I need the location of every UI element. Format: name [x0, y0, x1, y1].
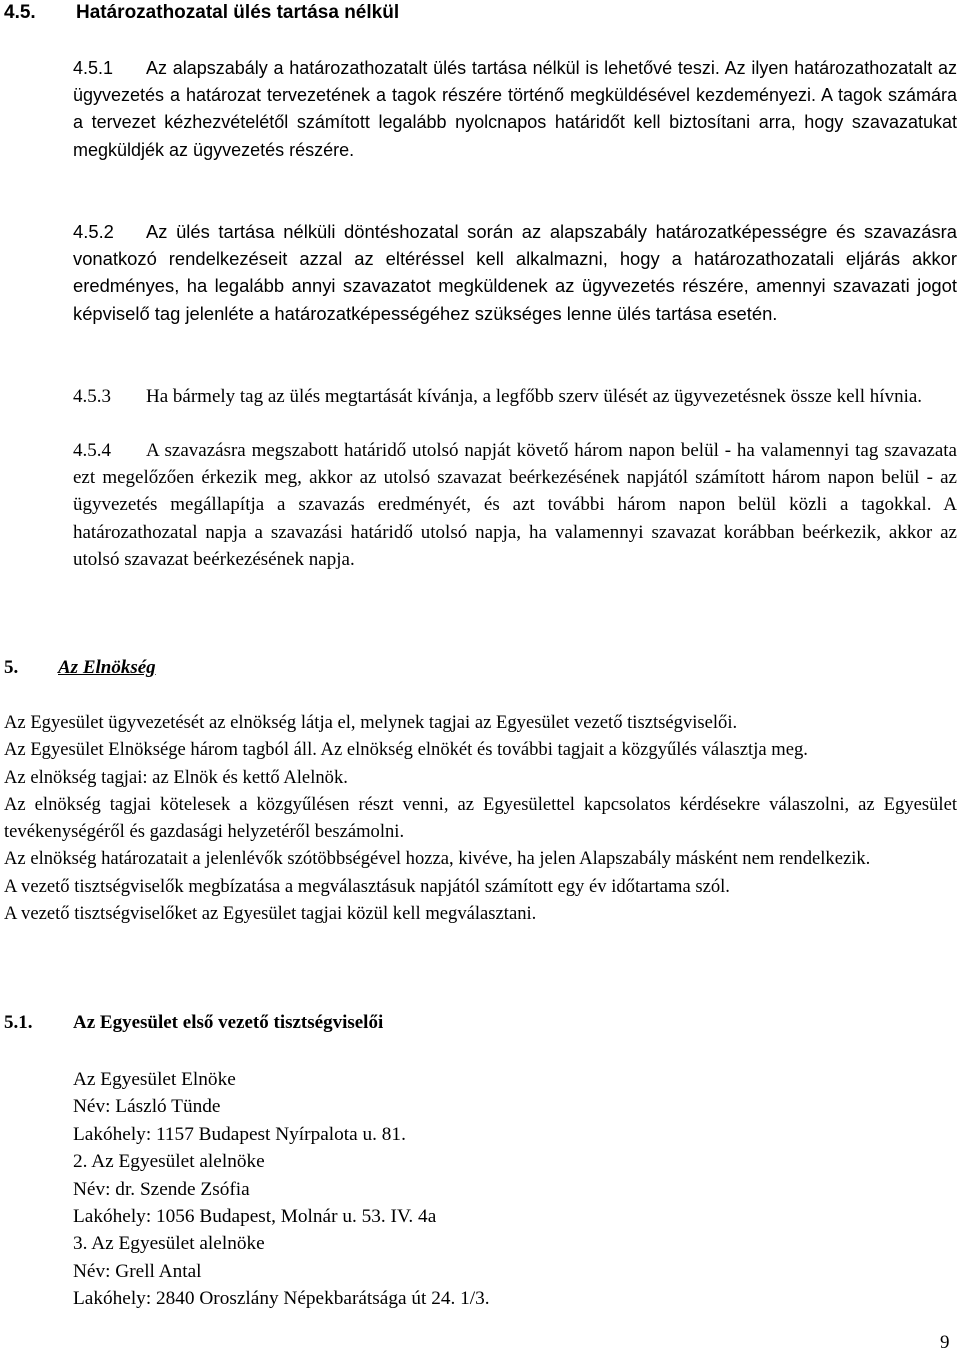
officer-line: Lakóhely: 1056 Budapest, Molnár u. 53. IV. 4a: [73, 1206, 437, 1228]
officer-line: Név: László Tünde: [73, 1096, 221, 1118]
officer-line: Név: Grell Antal: [73, 1260, 202, 1282]
officer-line: 3. Az Egyesület alelnöke: [73, 1233, 265, 1255]
body-line: Az Egyesület ügyvezetését az elnökség látja el, melynek tagjai az Egyesület vezető tisztségviselői.: [4, 712, 738, 733]
section-title: Az Elnökség: [58, 657, 156, 678]
paragraph-text: A szavazásra megszabott határidő utolsó napját követő három napon belül - ha valamennyi tag szavazata ezt megelőzően érkezik meg, akkor az utolsó szavazat beérkezésének napjától számított három napon belül - az ügyvezetés megállapítja a szavazás eredményét, és azt további három napon belül közli a tagokkal. A határozathozatal napja a szavazási határidő utolsó napja, ha valamennyi szavazat korábban beérkezik, akkor az utolsó szavazat beérkezésének napja.: [73, 440, 957, 570]
paragraph-text: Az ülés tartása nélküli döntéshozatal során az alapszabály határozatképességre és szavazásra vonatkozó rendelkezéseit azzal az eltéréssel kell alkalmazni, hogy a határozathozatali eljárás akkor eredményes, ha legalább annyi szavazatot megküldenek az ügyvezetés részére, amennyi szavazati jogot képviselő tag jelenléte a határozatképességéhez szükséges lenne ülés tartása esetén.: [73, 221, 957, 324]
section-heading-5-1: [4, 1012, 383, 1034]
officer-line: Név: dr. Szende Zsófia: [73, 1178, 250, 1200]
section-number: 5.1.: [4, 1012, 33, 1033]
body-line: Az elnökség tagjai kötelesek a közgyűlésen részt venni, az Egyesülettel kapcsolatos kérdésekre válaszolni, az Egyesület tevékenységéről és gazdasági helyzetéről beszámolni.: [4, 793, 957, 843]
officers-list: [73, 1066, 490, 1313]
body-line: Az Egyesület Elnöksége három tagból áll. Az elnökség elnökét és további tagjait a közgyűlés választja meg.: [4, 739, 808, 761]
paragraph-number: 4.5.4: [73, 440, 111, 461]
section-5-body: [4, 709, 957, 927]
section-number: 4.5.: [4, 2, 36, 23]
paragraph-number: 4.5.3: [73, 386, 111, 407]
section-heading-5: [4, 657, 156, 679]
paragraph-text: Ha bármely tag az ülés megtartását kívánja, a legfőbb szerv ülését az ügyvezetésnek össze kell hívnia.: [146, 386, 923, 407]
body-line: Az elnökség határozatait a jelenlévők szótöbbségével hozza, kivéve, ha jelen Alapszabály másként nem rendelkezik.: [4, 848, 871, 870]
body-line: Az elnökség tagjai: az Elnök és kettő Alelnök.: [4, 766, 348, 788]
paragraph-4-5-3: [73, 383, 957, 410]
officer-line: 2. Az Egyesület alelnöke: [73, 1151, 265, 1173]
officer-line: Lakóhely: 2840 Oroszlány Népekbarátsága út 24. 1/3.: [73, 1288, 490, 1310]
officer-line: Lakóhely: 1157 Budapest Nyírpalota u. 81.: [73, 1123, 406, 1145]
officer-line: Az Egyesület Elnöke: [73, 1069, 236, 1090]
body-line: A vezető tisztségviselőket az Egyesület tagjai közül kell megválasztani.: [4, 903, 537, 925]
section-title: Határozathozatal ülés tartása nélkül: [76, 2, 400, 23]
page-number: 9: [940, 1332, 950, 1353]
section-title: Az Egyesület első vezető tisztségviselői: [73, 1012, 384, 1033]
paragraph-number: 4.5.2: [73, 221, 114, 242]
paragraph-number: 4.5.1: [73, 58, 114, 78]
section-number: 5.: [4, 657, 19, 678]
body-line: A vezető tisztségviselők megbízatása a megválasztásuk napjától számított egy év időtartama szól.: [4, 875, 730, 897]
paragraph-text: Az alapszabály a határozathozatalt ülés tartása nélkül is lehetővé teszi. Az ilyen határozathozatalt az ügyvezetés a határozat tervezetének a tagok részére történő megküldésével kezdeményezi. A tagok számára a tervezet kézhezvételétől számított legalább nyolcnapos határidőt kell biztosítani arra, hogy szavazatukat megküldjék az ügyvezetés részére.: [73, 58, 957, 160]
section-heading-4-5: [4, 2, 399, 24]
paragraph-4-5-1: [73, 55, 957, 164]
paragraph-4-5-2: [73, 218, 957, 327]
paragraph-4-5-4: [73, 437, 957, 573]
